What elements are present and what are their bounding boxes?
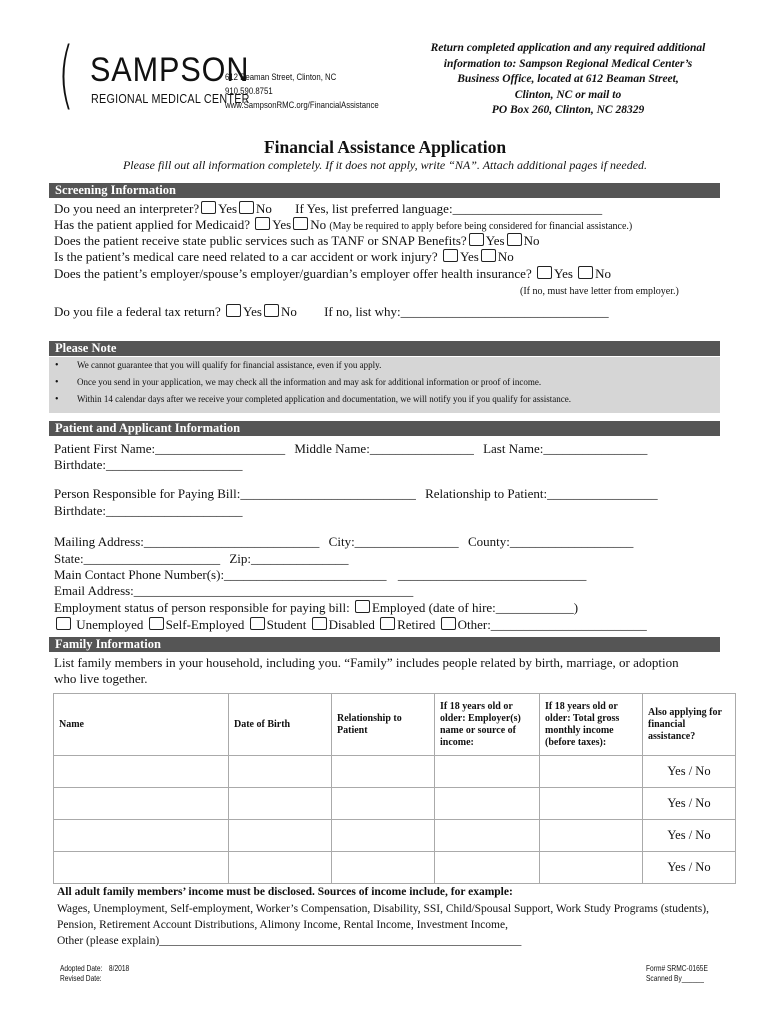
income-sources-text: Wages, Unemployment, Self-employment, Worker’s Compensation, Disability, SSI, Child/Spousal Support, Work Study Programs (students), Pension, Retirement Account Distributions, Alimony Income, Rental Income, Investment Income, Other (please explain)_______________________________________________________________ — [57, 901, 727, 949]
insurance-yes-checkbox[interactable] — [537, 266, 552, 279]
page-subtitle: Please fill out all information completely. If it does not apply, write “NA”. Attach additional pages if needed. — [122, 158, 648, 172]
table-header-row — [54, 694, 736, 756]
interpreter-yes-checkbox[interactable] — [201, 201, 216, 214]
screening-header: Screening Information — [49, 183, 720, 198]
note-box — [49, 357, 720, 413]
cell-income[interactable] — [540, 852, 643, 884]
insurance-no-checkbox[interactable] — [578, 266, 593, 279]
zip-field[interactable]: Zip:_______________ — [229, 551, 349, 566]
col-applying: Also applying for financial assistance? — [643, 694, 736, 756]
family-table — [53, 693, 736, 884]
return-instructions: Return completed application and any required additional information to: Sampson Regional Medical Center’s Business Office, located at 612 Beaman Street, Clinton, NC or mail to PO Box 260, Clinton, NC 28329 — [430, 42, 706, 116]
cell-relationship[interactable] — [332, 820, 435, 852]
employer-letter-note: (If no, must have letter from employer.) — [520, 286, 679, 297]
cell-employer[interactable] — [435, 852, 540, 884]
cell-employer[interactable] — [435, 756, 540, 788]
table-row — [54, 820, 736, 852]
other-checkbox[interactable] — [441, 617, 456, 630]
accident-yes-checkbox[interactable] — [443, 249, 458, 262]
cell-relationship[interactable] — [332, 756, 435, 788]
first-name-field[interactable]: Patient First Name:____________________ — [54, 441, 286, 456]
accident-no-checkbox[interactable] — [481, 249, 496, 262]
employment-row: Employment status of person responsible for paying bill: Employed (date of hire:____________) — [54, 600, 579, 615]
address-phone: 910.590.8751 — [225, 86, 273, 97]
tax-yes-checkbox[interactable] — [226, 304, 241, 317]
email-field[interactable]: Email Address:___________________________________________ — [54, 583, 414, 598]
form-number: Form# SRMC-0165E — [646, 963, 708, 973]
cell-dob[interactable] — [229, 852, 332, 884]
table-row — [54, 756, 736, 788]
cell-income[interactable] — [540, 820, 643, 852]
preferred-language-field[interactable]: If Yes, list preferred language:_______________________ — [295, 201, 603, 216]
note-header: Please Note — [49, 341, 720, 356]
logo-subtitle: REGIONAL MEDICAL CENTER — [91, 92, 250, 106]
page-title: Financial Assistance Application — [263, 137, 507, 157]
col-name: Name — [54, 694, 229, 756]
logo-bracket: ( — [58, 32, 74, 118]
tax-no-checkbox[interactable] — [264, 304, 279, 317]
student-checkbox[interactable] — [250, 617, 265, 630]
interpreter-no-checkbox[interactable] — [239, 201, 254, 214]
note-item: • Once you send in your application, we may check all the information and may ask for additional information or proof of income. — [49, 374, 720, 391]
cell-income[interactable] — [540, 756, 643, 788]
disabled-checkbox[interactable] — [312, 617, 327, 630]
state-zip-row — [54, 551, 349, 567]
state-services-question: Does the patient receive state public services such as TANF or SNAP Benefits? Yes No — [54, 233, 540, 248]
cell-dob[interactable] — [229, 788, 332, 820]
cell-name[interactable] — [54, 756, 229, 788]
self-employed-checkbox[interactable] — [149, 617, 164, 630]
cell-applying[interactable]: Yes / No — [643, 756, 736, 788]
retired-checkbox[interactable] — [380, 617, 395, 630]
state-field[interactable]: State:_____________________ — [54, 551, 221, 566]
phone-field-2[interactable]: _____________________________ — [397, 567, 587, 582]
revised-date: Revised Date: — [60, 973, 102, 983]
col-employer: If 18 years old or older: Employer(s) name or source of income: — [435, 694, 540, 756]
responsible-birthdate-field[interactable]: Birthdate:_____________________ — [54, 503, 243, 518]
cell-dob[interactable] — [229, 820, 332, 852]
county-field[interactable]: County:___________________ — [467, 534, 634, 549]
col-dob: Date of Birth — [229, 694, 332, 756]
table-row — [54, 788, 736, 820]
other-explain-field[interactable]: Other (please explain)_______________________________________________________________ — [57, 935, 522, 947]
responsible-person-field[interactable]: Person Responsible for Paying Bill:___________________________ — [54, 486, 416, 501]
cell-applying[interactable]: Yes / No — [643, 820, 736, 852]
income-disclosure-heading: All adult family members’ income must be disclosed. Sources of income include, for example: — [57, 886, 513, 898]
relationship-field[interactable]: Relationship to Patient:_________________ — [425, 486, 658, 501]
address-street: 612 Beaman Street, Clinton, NC — [225, 72, 337, 83]
responsible-row — [54, 486, 658, 502]
note-item: • We cannot guarantee that you will qualify for financial assistance, even if you apply. — [49, 357, 720, 374]
table-row — [54, 852, 736, 884]
medicaid-question: Has the patient applied for Medicaid? Yes No (May be required to apply before being considered for financial assistance.) — [54, 217, 633, 232]
employment-options-row: Unemployed Self-Employed Student Disabled Retired Other:________________________ — [54, 617, 647, 633]
employer-insurance-question: Does the patient’s employer/spouse’s employer/guardian’s employer offer health insurance? Yes No — [54, 266, 612, 281]
cell-name[interactable] — [54, 852, 229, 884]
family-intro: List family members in your household, including you. “Family” includes people related by birth, marriage, or adoption who live together. — [54, 655, 679, 686]
adopted-date: Adopted Date: 8/2018 — [60, 963, 130, 973]
patient-birthdate-field[interactable]: Birthdate:_____________________ — [54, 457, 243, 472]
state-services-yes-checkbox[interactable] — [469, 233, 484, 246]
family-header: Family Information — [49, 637, 720, 652]
tax-why-field[interactable]: If no, list why:________________________________ — [324, 304, 609, 319]
note-item: • Within 14 calendar days after we receive your completed application and documentation, we will notify you if you qualify for assistance. — [49, 391, 720, 408]
cell-relationship[interactable] — [332, 852, 435, 884]
mailing-address-field[interactable]: Mailing Address:___________________________ — [54, 534, 320, 549]
mailing-row — [54, 534, 633, 550]
medicaid-yes-checkbox[interactable] — [255, 217, 270, 230]
patient-header: Patient and Applicant Information — [49, 421, 720, 436]
col-relationship: Relationship to Patient — [332, 694, 435, 756]
cell-dob[interactable] — [229, 756, 332, 788]
logo-name: SAMPSON — [90, 51, 250, 89]
last-name-field[interactable]: Last Name:________________ — [483, 441, 648, 456]
patient-name-row — [54, 441, 647, 457]
cell-applying[interactable]: Yes / No — [643, 852, 736, 884]
unemployed-checkbox[interactable] — [56, 617, 71, 630]
tax-return-question: Do you file a federal tax return? Yes No If no, list why:________________________________ — [54, 304, 609, 319]
cell-employer[interactable] — [435, 820, 540, 852]
cell-employer[interactable] — [435, 788, 540, 820]
address-web: www.SampsonRMC.org/FinancialAssistance — [225, 100, 379, 111]
medicaid-no-checkbox[interactable] — [293, 217, 308, 230]
accident-question: Is the patient’s medical care need related to a car accident or work injury? Yes No — [54, 249, 514, 264]
cell-applying[interactable]: Yes / No — [643, 788, 736, 820]
city-field[interactable]: City:________________ — [328, 534, 459, 549]
employed-checkbox[interactable] — [355, 600, 370, 613]
interpreter-question: Do you need an interpreter? Yes No If Yes, list preferred language:_______________________ — [54, 201, 603, 216]
col-income: If 18 years old or older: Total gross monthly income (before taxes): — [540, 694, 643, 756]
phone-row — [54, 567, 586, 583]
scanned-by: Scanned By______ — [646, 973, 704, 983]
state-services-no-checkbox[interactable] — [507, 233, 522, 246]
cell-name[interactable] — [54, 820, 229, 852]
middle-name-field[interactable]: Middle Name:________________ — [294, 441, 474, 456]
phone-field[interactable]: Main Contact Phone Number(s):_________________________ — [54, 567, 387, 582]
cell-relationship[interactable] — [332, 788, 435, 820]
cell-name[interactable] — [54, 788, 229, 820]
cell-income[interactable] — [540, 788, 643, 820]
